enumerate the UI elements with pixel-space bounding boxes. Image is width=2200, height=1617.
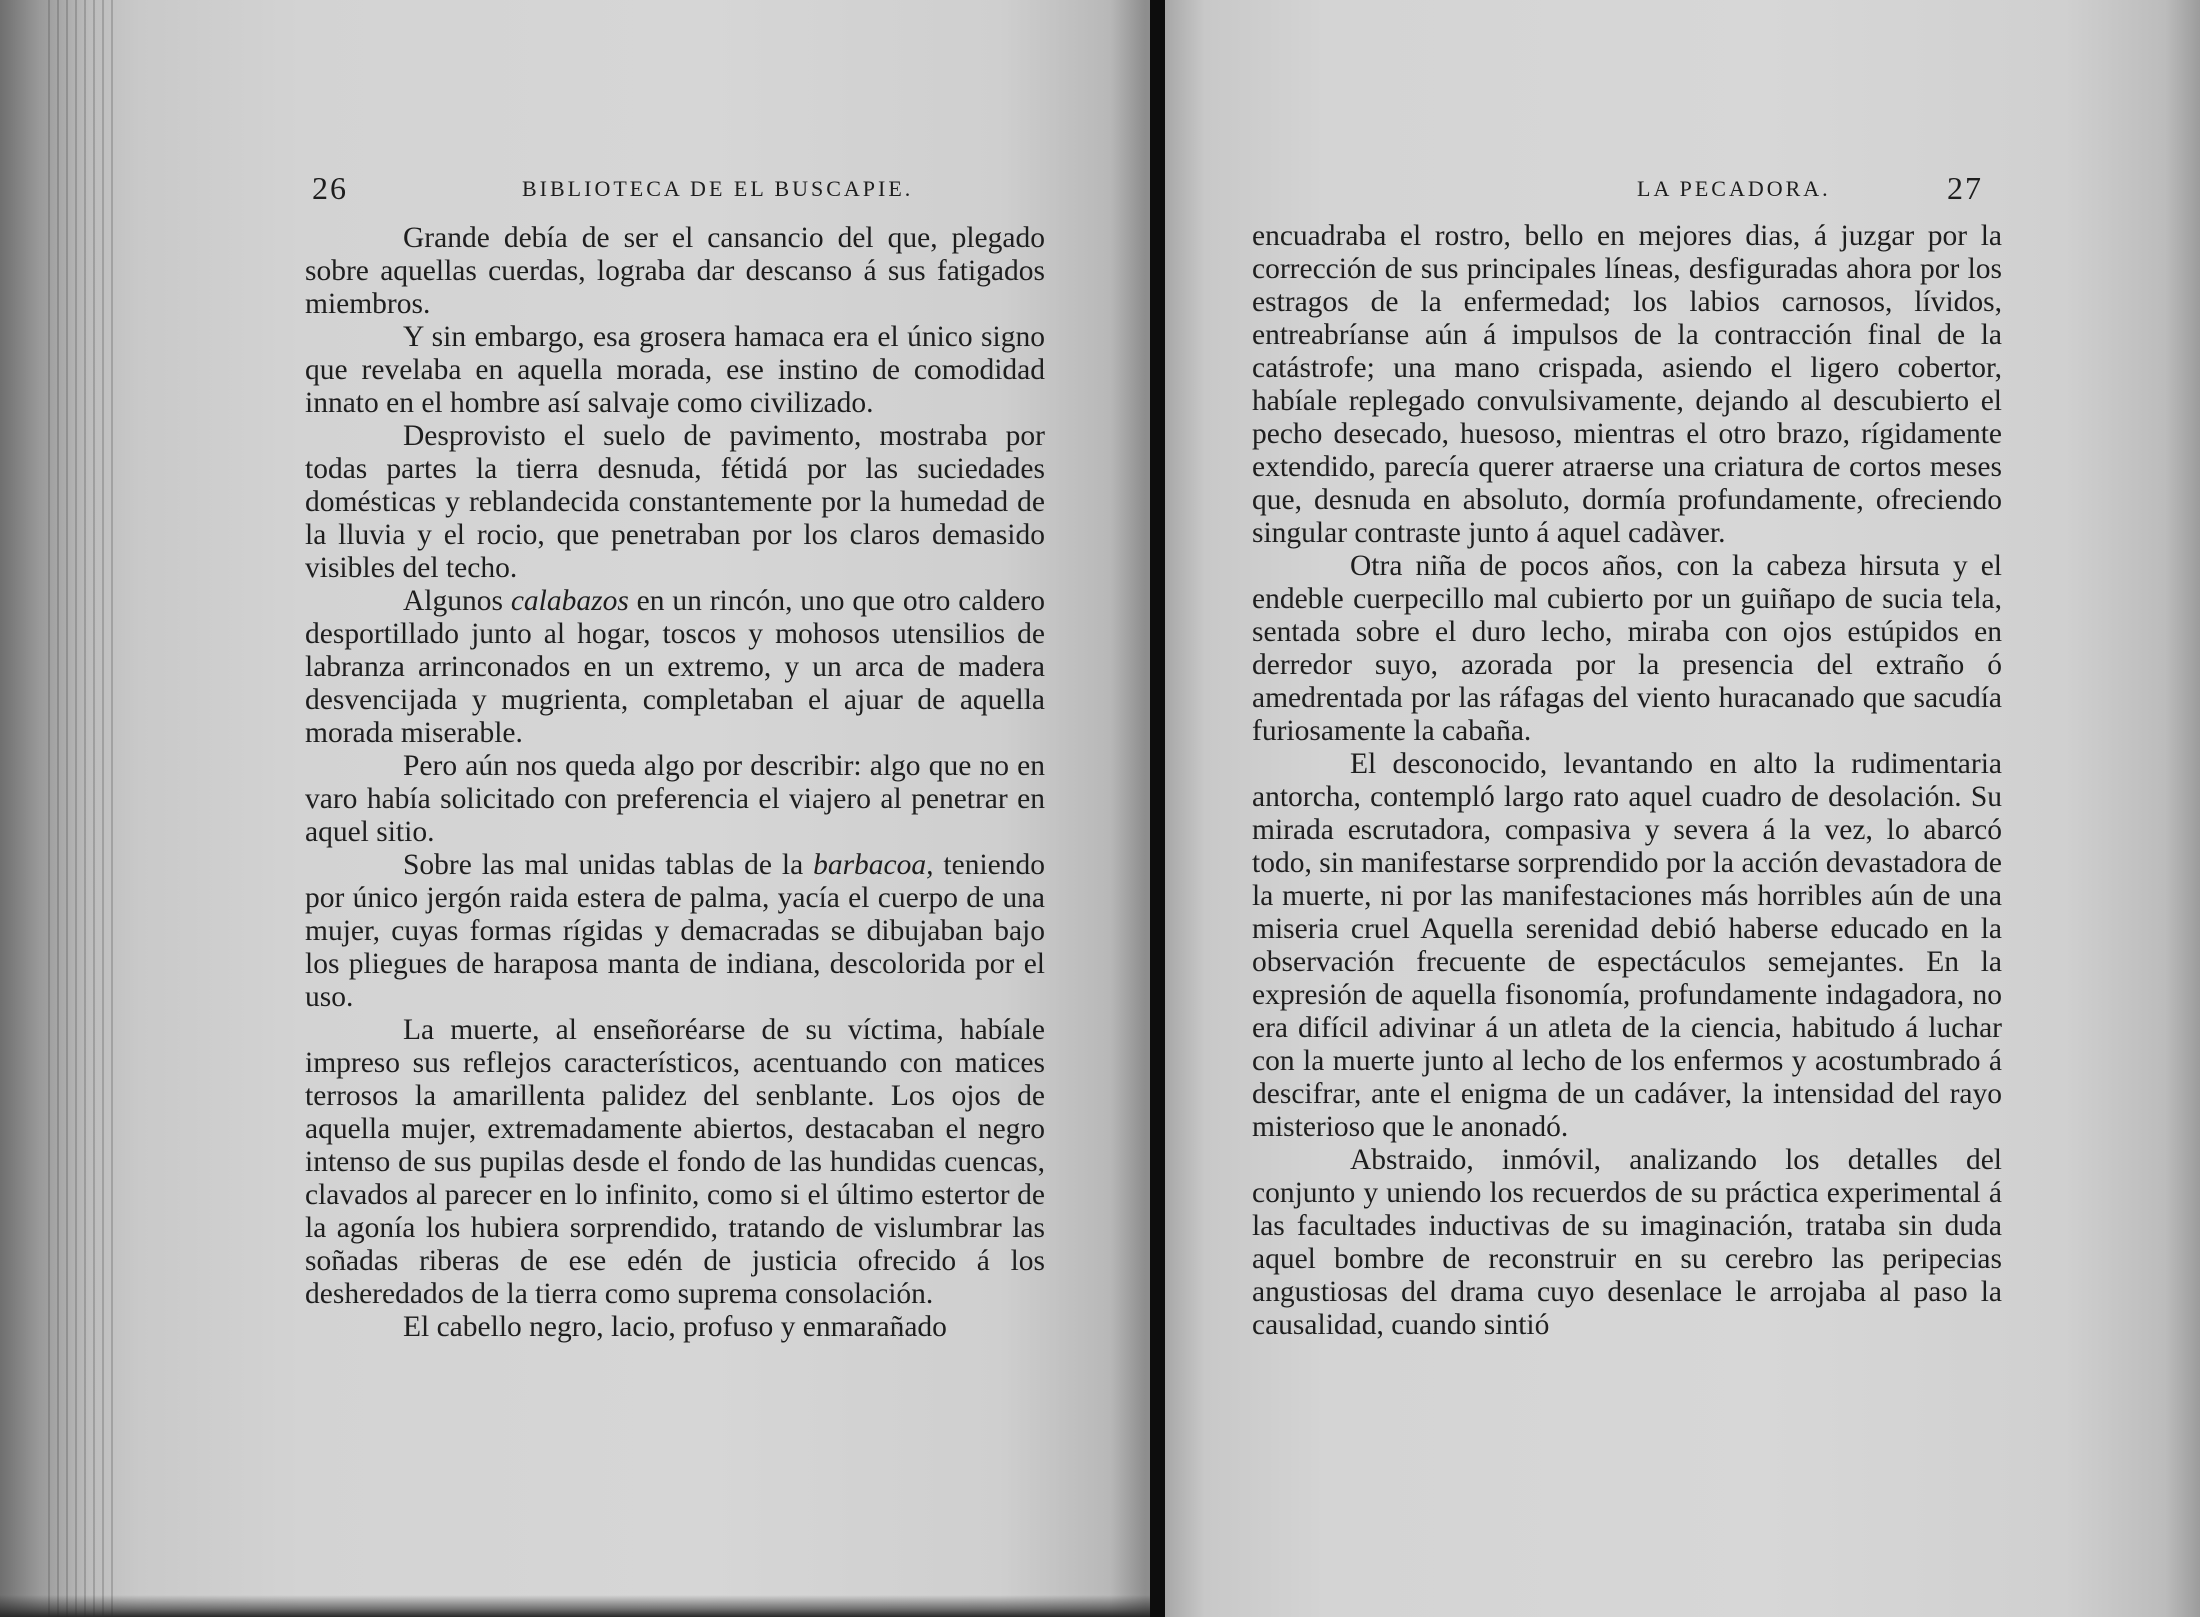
paragraph xyxy=(1252,1144,2002,1342)
text-run: en un rincón, uno que otro caldero desportillado junto al hogar, toscos y mohosos utensilios de labranza arrinconados en un extremo, y un arca de madera desvencijada y mugrienta, completaban el ajuar de aquella morada miserable. xyxy=(305,585,1045,749)
paragraph xyxy=(1252,220,2002,550)
italic-text: calabazos xyxy=(510,585,629,617)
right-body-text xyxy=(1252,220,2002,1342)
text-run: Abstraido, inmóvil, analizando los detalles del conjunto y uniendo los recuerdos de su práctica experimental á las facultades inductivas de su imaginación, trataba sin duda aquel bombre de reconstruir en su cerebro las peripecias angustiosas del drama cuyo desenlace le arrojaba al paso la causalidad, cuando sintió xyxy=(1252,1144,2002,1341)
text-run: Algunos xyxy=(403,585,511,617)
right-page xyxy=(1165,0,2200,1617)
text-run: Desprovisto el suelo de pavimento, mostraba por todas partes la tierra desnuda, fétidá por las suciedades domésticas y reblandecida constantemente por la humedad de la lluvia y el rocio, que penetraban por los claros demasido visibles del techo. xyxy=(305,420,1045,584)
left-body-text xyxy=(305,222,1045,1344)
right-running-header xyxy=(1252,170,2002,210)
text-run: El desconocido, levantando en alto la rudimentaria antorcha, contempló largo rato aquel cuadro de desolación. Su mirada escrutadora, compasiva y severa á la vez, lo abarcó todo, sin manifestarse sorprendido por la acción devastadora de la muerte, ni por las manifestaciones más horribles aún de una miseria cruel Aquella serenidad debió haberse educado en la observación frecuente de espectáculos semejantes. En la expresión de aquella fisonomía, profundamente indagadora, no era difícil adivinar á un atleta de la ciencia, habitudo á luchar con la muerte junto al lecho de los enfermos y acostumbrado á descifrar, ante el enigma de un cadáver, la intensidad del rayo misterioso que le anonadó. xyxy=(1252,748,2002,1143)
right-page-number: 27 xyxy=(1947,170,1983,206)
text-run: El cabello negro, lacio, profuso y enmarañado xyxy=(403,1311,947,1343)
paragraph xyxy=(305,585,1045,750)
paragraph xyxy=(305,1014,1045,1311)
text-run: Otra niña de pocos años, con la cabeza hirsuta y el endeble cuerpecillo mal cubierto por un guiñapo de sucia tela, sentada sobre el duro lecho, miraba con ojos estúpidos en derredor suyo, azorada por la presencia del extraño ó amedrentada por las ráfagas del viento huracanado que sacudía furiosamente la cabaña. xyxy=(1252,550,2002,747)
text-run: encuadraba el rostro, bello en mejores dias, á juzgar por la corrección de sus principales líneas, desfiguradas ahora por los estragos de la enfermedad; los labios carnosos, lívidos, entreabríanse aún á impulsos de la contracción final de la catástrofe; una mano crispada, asiendo el ligero cobertor, habíale replegado convulsivamente, dejando al descubierto el pecho desecado, huesoso, mientras el otro brazo, rígidamente extendido, parecía querer atraerse una criatura de cortos meses que, desnuda en absoluto, dormía profundamente, ofreciendo singular contraste junto á aquel cadàver. xyxy=(1252,220,2002,549)
text-run: Grande debía de ser el cansancio del que, plegado sobre aquellas cuerdas, lograba dar descanso á sus fatigados miembros. xyxy=(305,222,1045,320)
paragraph xyxy=(1252,550,2002,748)
paragraph xyxy=(305,222,1045,321)
page-edge-texture xyxy=(48,0,118,1617)
left-running-header xyxy=(312,170,1052,210)
text-run: Y sin embargo, esa grosera hamaca era el único signo que revelaba en aquella morada, ese instino de comodidad innato en el hombre así salvaje como civilizado. xyxy=(305,321,1045,419)
text-run: teniendo por único jergón raida estera de palma, yacía el cuerpo de una mujer, cuyas formas rígidas y demacradas se dibujaban bajo los pliegues de haraposa manta de indiana, descolorida por el uso. xyxy=(305,849,1045,1013)
left-page-number: 26 xyxy=(312,170,348,206)
paragraph xyxy=(305,420,1045,585)
left-running-head: BIBLIOTECA DE EL BUSCAPIE. xyxy=(522,176,914,201)
text-run: La muerte, al enseñoréarse de su víctima, habíale impreso sus reflejos característicos, acentuando con matices terrosos la amarillenta palidez del senblante. Los ojos de aquella mujer, extremadamente abiertos, destacaban el negro intenso de sus pupilas desde el fondo de las hundidas cuencas, clavados al parecer en lo infinito, como si el último estertor de la agonía los hubiera sorprendido, tratando de vislumbrar las soñadas riberas de ese edén de justicia ofrecido á los desheredados de la tierra como suprema consolación. xyxy=(305,1014,1045,1310)
page-bottom-shadow xyxy=(0,1595,1150,1617)
right-running-head: LA PECADORA. xyxy=(1637,176,1831,201)
text-run: Pero aún nos queda algo por describir: algo que no en varo había solicitado con preferencia el viajero al penetrar en aquel sitio. xyxy=(305,750,1045,848)
paragraph xyxy=(305,321,1045,420)
text-run: Sobre las mal unidas tablas de la xyxy=(403,849,814,881)
book-gutter xyxy=(1150,0,1165,1617)
paragraph xyxy=(1252,748,2002,1144)
paragraph xyxy=(305,849,1045,1014)
paragraph xyxy=(305,1311,1045,1344)
paragraph xyxy=(305,750,1045,849)
italic-text: barbacoa, xyxy=(813,849,934,881)
